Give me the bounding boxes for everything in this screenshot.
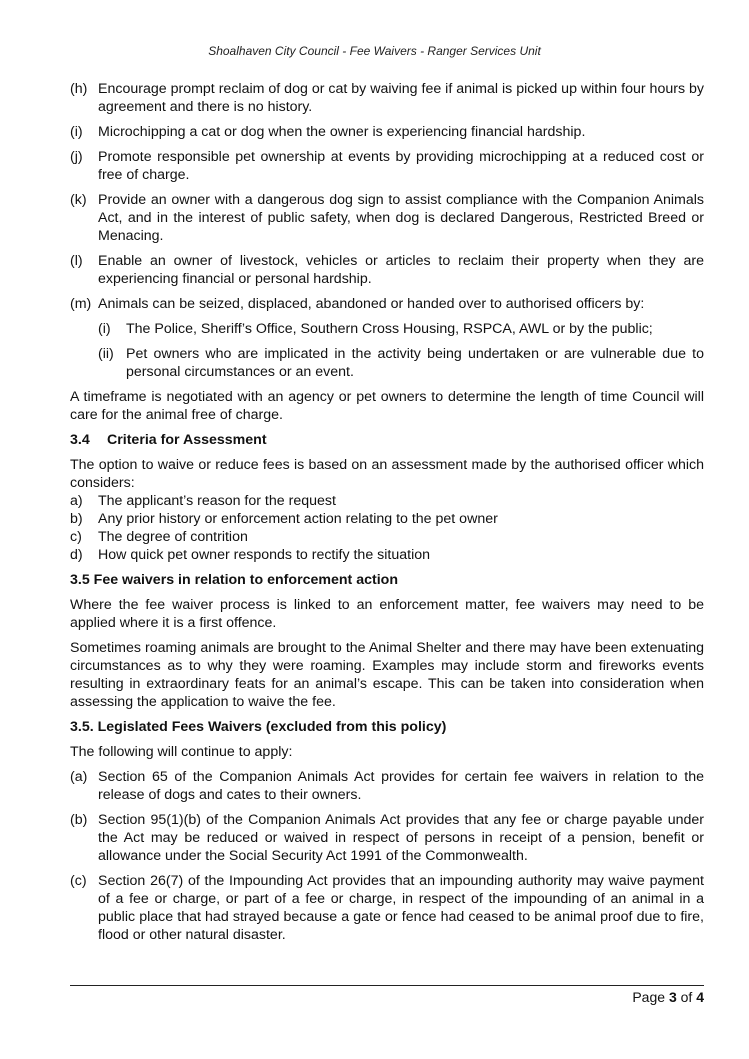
criteria-text: Any prior history or enforcement action relating to the pet owner xyxy=(98,511,498,527)
list-label: (k) xyxy=(70,192,87,208)
legislated-label: (a) xyxy=(70,769,88,785)
section-heading-3-4 xyxy=(70,431,704,449)
document-body xyxy=(70,80,704,951)
list-item xyxy=(70,191,704,245)
list-text: Animals can be seized, displaced, abandoned or handed over to authorised officers by: xyxy=(98,296,645,312)
legislated-item xyxy=(70,768,704,804)
section-number: 3.4 xyxy=(70,432,90,448)
sub-list-item xyxy=(98,320,704,338)
sub-list-text: Pet owners who are implicated in the activity being undertaken or are vulnerable due to personal circumstances or an event. xyxy=(126,346,704,380)
page-number xyxy=(632,989,704,1005)
list-item xyxy=(70,80,704,116)
criteria-item xyxy=(70,528,704,546)
legislated-item xyxy=(70,811,704,865)
list-label: (m) xyxy=(70,296,92,312)
list-label: (l) xyxy=(70,253,83,269)
criteria-label: b) xyxy=(70,511,83,527)
list-text: Promote responsible pet ownership at events by providing microchipping at a reduced cost or free of charge. xyxy=(98,149,704,183)
list-item xyxy=(70,295,704,313)
enforcement-paragraph: Where the fee waiver process is linked to an enforcement matter, fee waivers may need to be applied where it is a first offence. xyxy=(70,597,704,631)
roaming-paragraph: Sometimes roaming animals are brought to the Animal Shelter and there may have been extenuating circumstances as to why they were roaming. Examples may include storm and fireworks events resulting in extraordinary feats for an animal’s escape. This can be taken into consideration when assessing the application to waive the fee. xyxy=(70,640,704,710)
legislated-text: Section 95(1)(b) of the Companion Animals Act provides that any fee or charge payable under the Act may be reduced or waived in respect of persons in receipt of a pension, benefit or allowance under the Social Security Act 1991 of the Commonwealth. xyxy=(98,812,704,864)
list-text: Provide an owner with a dangerous dog sign to assist compliance with the Companion Animals Act, and in the interest of public safety, when dog is declared Dangerous, Restricted Breed or Menacing. xyxy=(98,192,704,244)
sub-list-text: The Police, Sheriff’s Office, Southern Cross Housing, RSPCA, AWL or by the public; xyxy=(126,321,653,337)
list-item xyxy=(70,123,704,141)
sub-list-label: (ii) xyxy=(98,346,114,362)
list-text: Enable an owner of livestock, vehicles or articles to reclaim their property when they are experiencing financial or personal hardship. xyxy=(98,253,704,287)
criteria-item xyxy=(70,510,704,528)
criteria-text: The degree of contrition xyxy=(98,529,248,545)
sub-list-item xyxy=(98,345,704,381)
list-text: Encourage prompt reclaim of dog or cat by waiving fee if animal is picked up within four hours by agreement and there is no history. xyxy=(98,81,704,115)
legislated-item xyxy=(70,872,704,944)
legislated-intro: The following will continue to apply: xyxy=(70,744,293,760)
list-label: (h) xyxy=(70,81,88,97)
page-prefix: Page xyxy=(632,989,669,1005)
criteria-label: d) xyxy=(70,547,83,563)
page-mid: of xyxy=(676,989,697,1005)
list-item xyxy=(70,148,704,184)
criteria-item xyxy=(70,546,704,564)
running-header: Shoalhaven City Council - Fee Waivers - Ranger Services Unit xyxy=(208,44,541,58)
page-current: 3 xyxy=(668,989,677,1005)
legislated-label: (b) xyxy=(70,812,88,828)
legislated-label: (c) xyxy=(70,873,87,889)
criteria-text: How quick pet owner responds to rectify the situation xyxy=(98,547,430,563)
criteria-label: a) xyxy=(70,493,83,509)
criteria-item xyxy=(70,492,704,510)
footer-divider xyxy=(70,985,704,986)
section-heading-3-5: 3.5 Fee waivers in relation to enforcement action xyxy=(70,572,398,588)
legislated-text: Section 65 of the Companion Animals Act provides for certain fee waivers in relation to the release of dogs and cates to their owners. xyxy=(98,769,704,803)
list-label: (i) xyxy=(70,124,83,140)
sub-list-label: (i) xyxy=(98,321,111,337)
list-item xyxy=(70,252,704,288)
list-label: (j) xyxy=(70,149,83,165)
criteria-intro: The option to waive or reduce fees is based on an assessment made by the authorised officer which considers: xyxy=(70,457,704,491)
section-heading-legislated: 3.5. Legislated Fees Waivers (excluded from this policy) xyxy=(70,719,447,735)
criteria-text: The applicant’s reason for the request xyxy=(98,493,336,509)
criteria-label: c) xyxy=(70,529,82,545)
timeframe-paragraph: A timeframe is negotiated with an agency or pet owners to determine the length of time Council will care for the animal free of charge. xyxy=(70,389,704,423)
list-text: Microchipping a cat or dog when the owner is experiencing financial hardship. xyxy=(98,124,586,140)
section-title: Criteria for Assessment xyxy=(107,432,267,448)
legislated-text: Section 26(7) of the Impounding Act provides that an impounding authority may waive payment of a fee or charge, or part of a fee or charge, in respect of the impounding of an animal in a public place that had strayed because a gate or fence had ceased to be animal proof due to fire, flood or other natural disaster. xyxy=(98,873,704,943)
page-total: 4 xyxy=(696,989,704,1005)
